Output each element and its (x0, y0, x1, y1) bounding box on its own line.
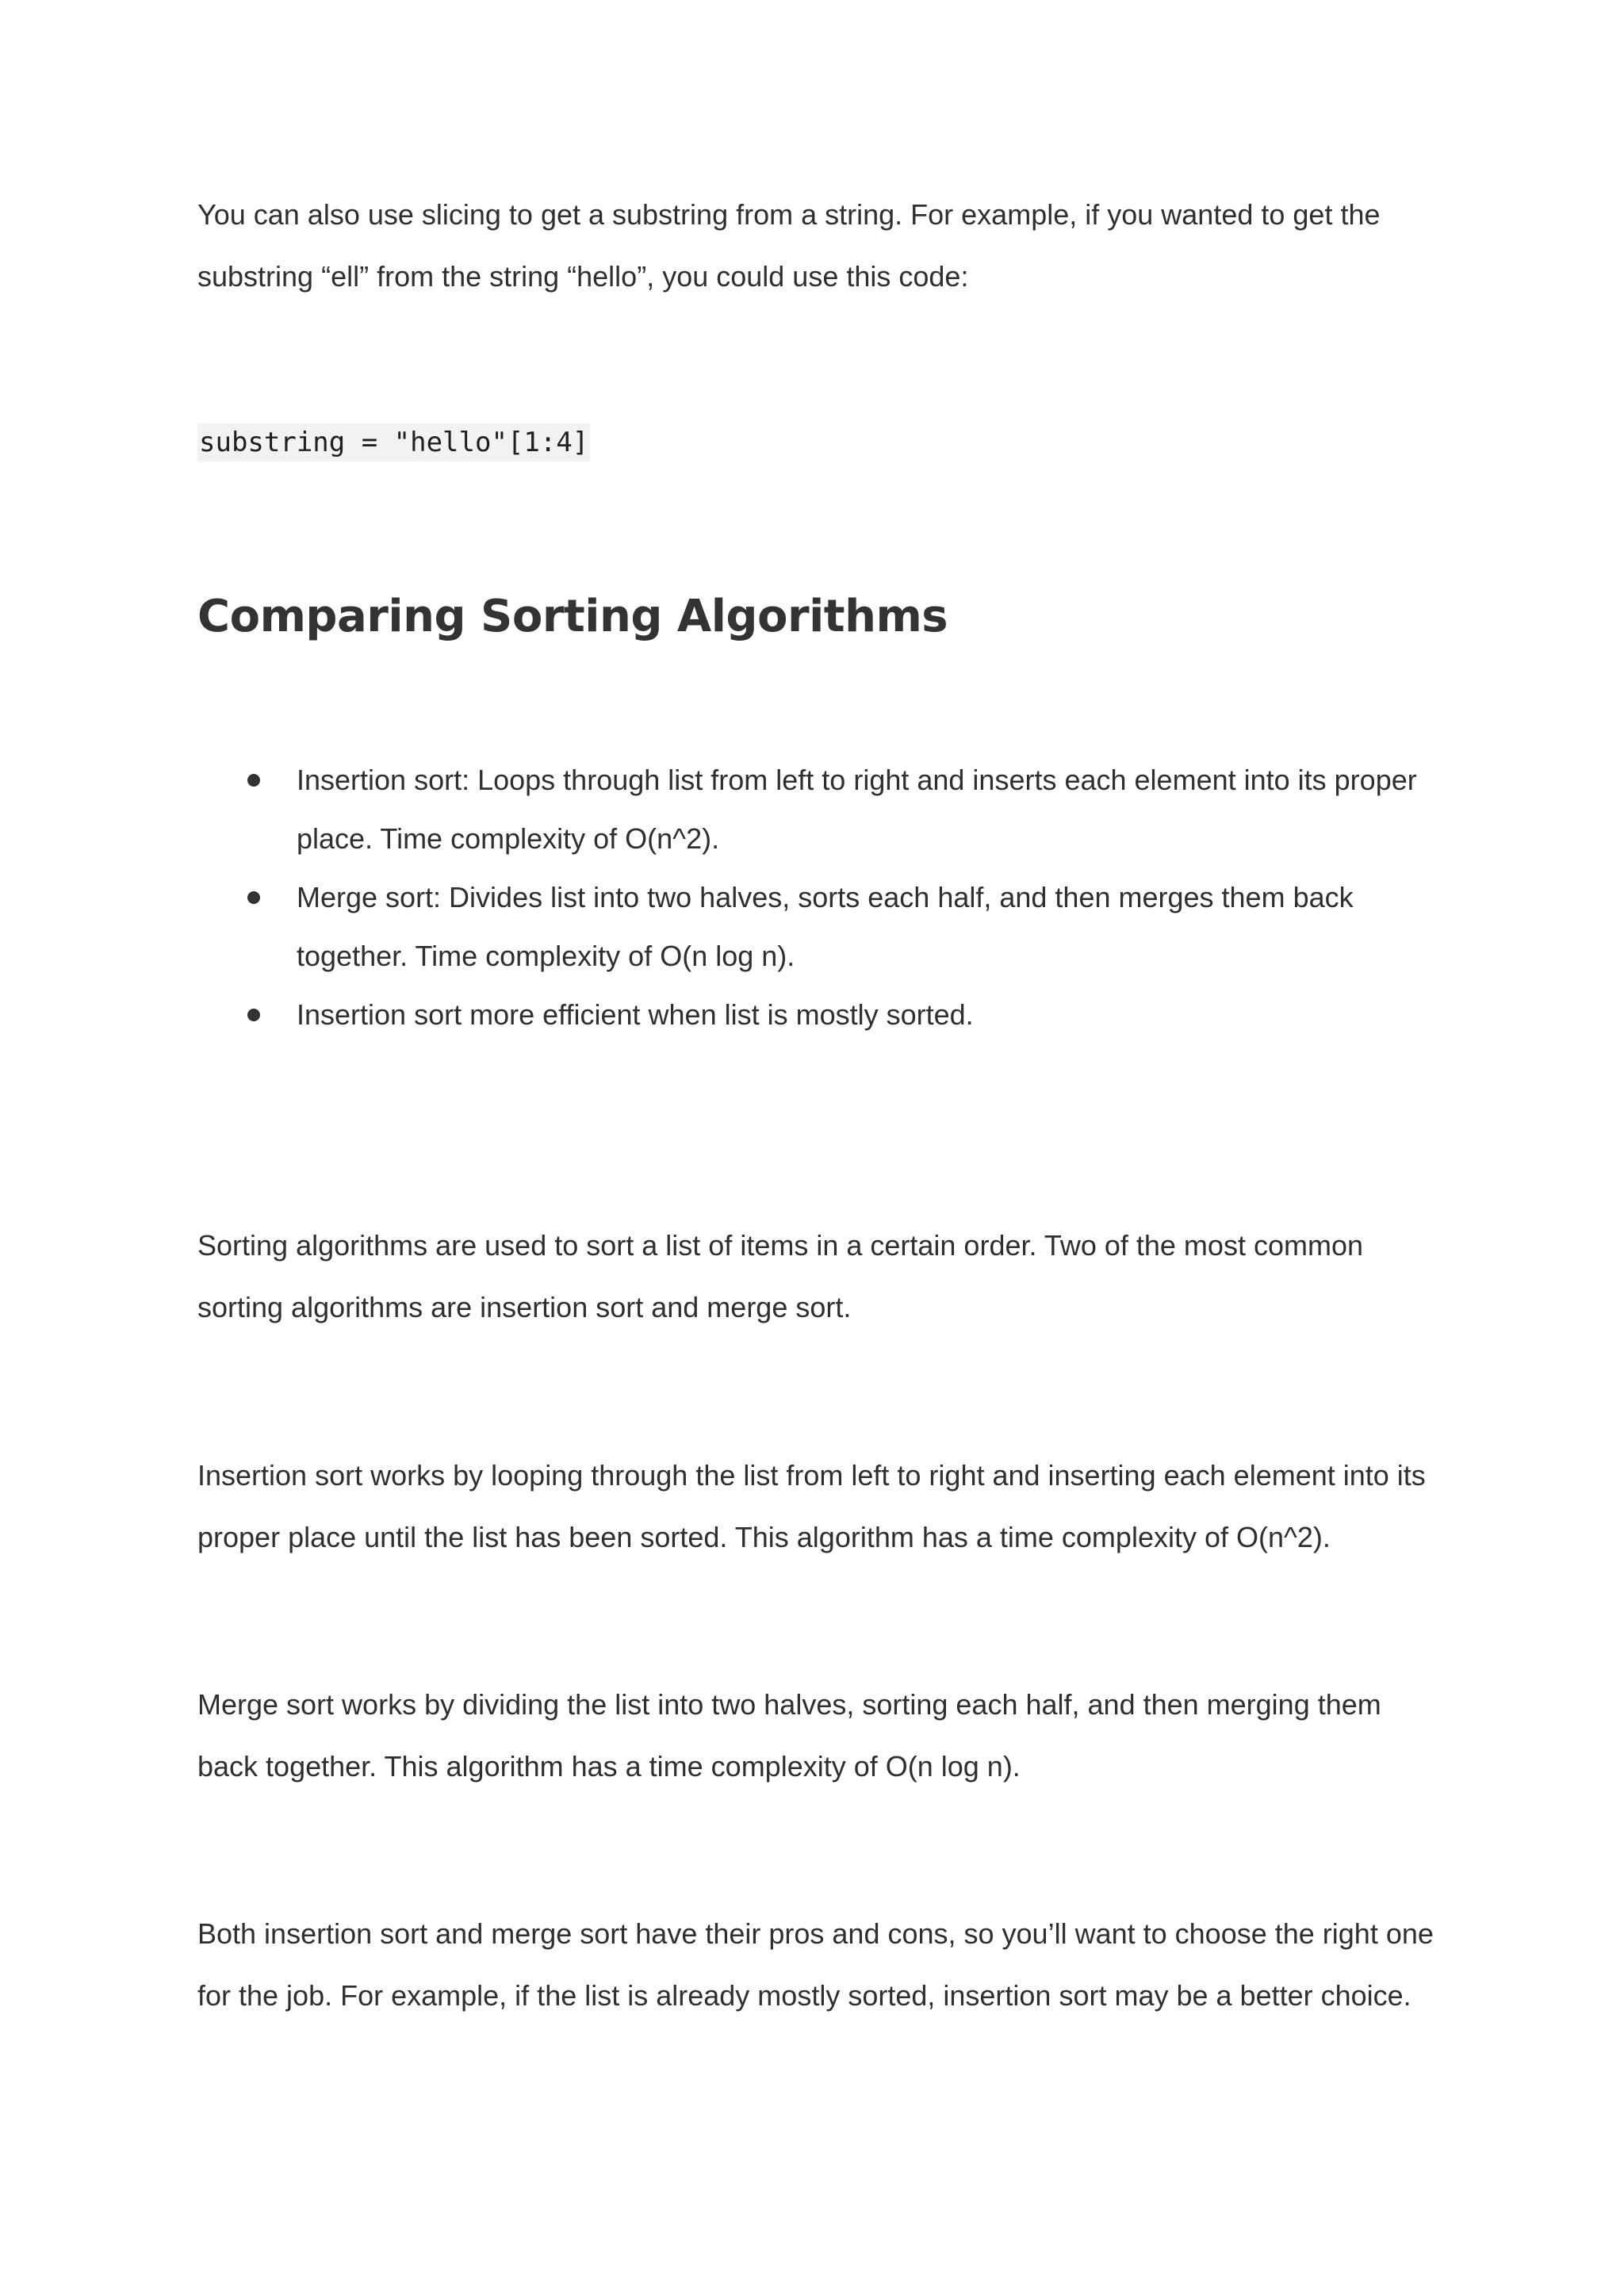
bullet-text: Merge sort: Divides list into two halves, sorts each half, and then merges them back together. Time complexity of O(n log n). (297, 881, 1354, 972)
bullet-item-insertion-sort (197, 751, 1454, 868)
bullet-list (197, 751, 1434, 1044)
bullet-dot-icon (247, 891, 260, 904)
intro-paragraph: You can also use slicing to get a substring from a string. For example, if you wanted to get the substring “ell” from the string “hello”, you could use this code: (197, 198, 1381, 293)
bullet-dot-icon (247, 774, 260, 787)
bullet-text: Insertion sort more efficient when list is mostly sorted. (297, 998, 974, 1031)
code-snippet: substring = "hello"[1:4] (197, 423, 590, 461)
section-heading: Comparing Sorting Algorithms (197, 591, 948, 642)
bullet-item-merge-sort (197, 868, 1454, 986)
paragraph-pros-cons: Both insertion sort and merge sort have their pros and cons, so you’ll want to choose the right one for the job. For example, if the list is already mostly sorted, insertion sort may be a better choice. (197, 1917, 1434, 2012)
paragraph-sorting-overview: Sorting algorithms are used to sort a list of items in a certain order. Two of the most common sorting algorithms are insertion sort and merge sort. (197, 1229, 1363, 1323)
paragraph-merge-sort: Merge sort works by dividing the list into two halves, sorting each half, and then merging them back together. This algorithm has a time complexity of O(n log n). (197, 1688, 1381, 1783)
bullet-item-efficiency (197, 986, 1454, 1044)
bullet-dot-icon (247, 1009, 260, 1021)
bullet-text: Insertion sort: Loops through list from left to right and inserts each element into its proper place. Time complexity of O(n^2). (297, 764, 1417, 855)
paragraph-insertion-sort: Insertion sort works by looping through the list from left to right and inserting each element into its proper place until the list has been sorted. This algorithm has a time complexity of O(n^2). (197, 1459, 1426, 1553)
